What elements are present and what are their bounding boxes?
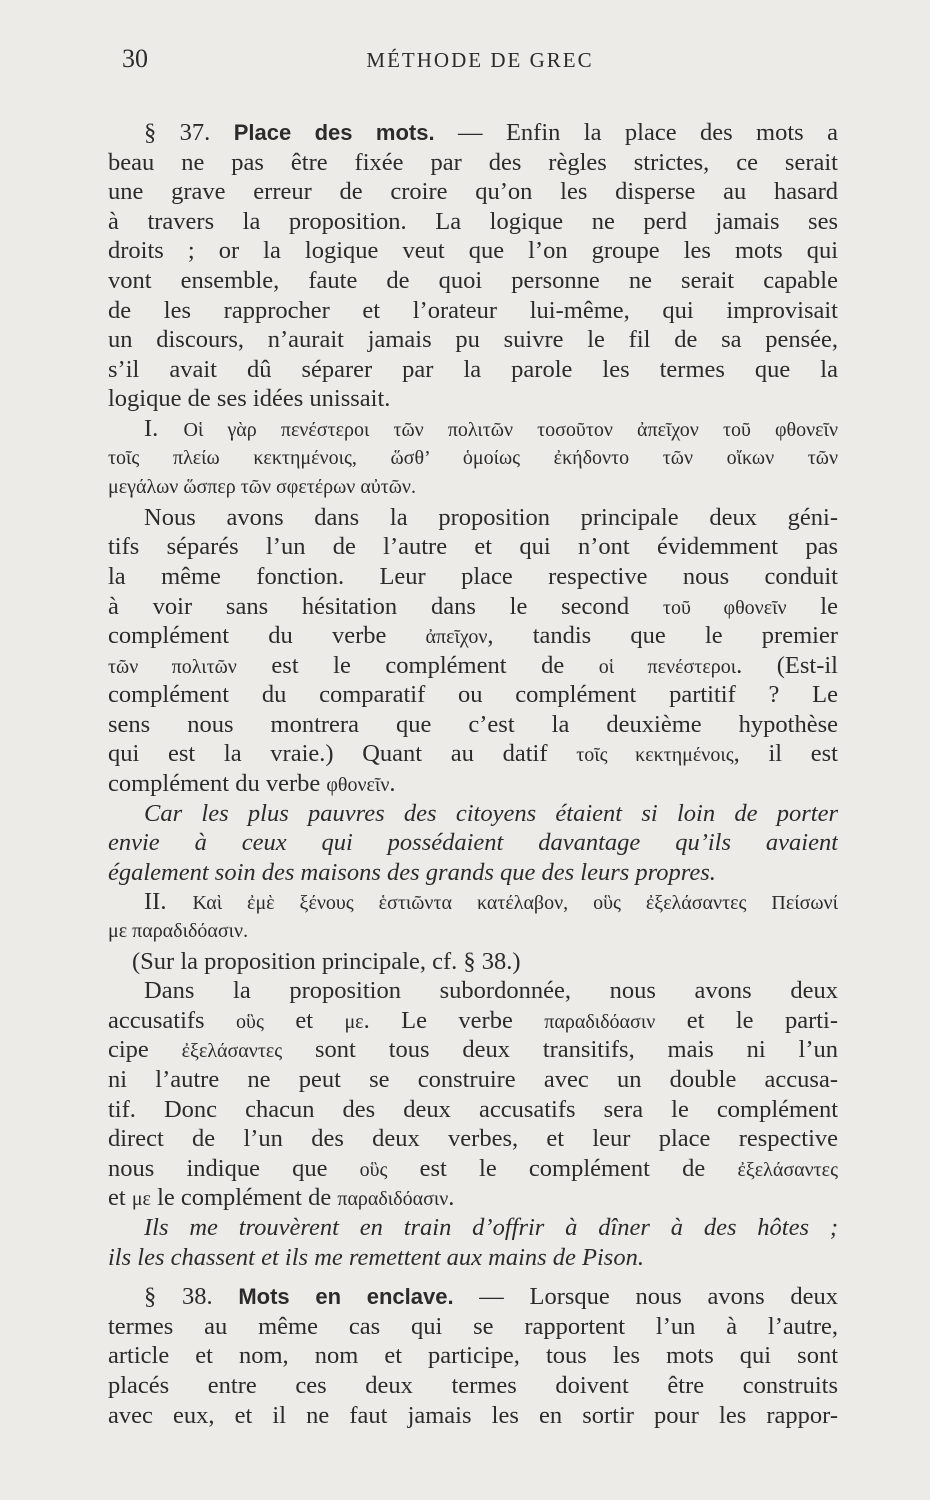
text-span: est le complément de — [387, 1154, 738, 1182]
text-line: (Sur la proposition principale, cf. § 38.) — [132, 947, 521, 975]
text-span: sont tous deux transitifs, mais ni l’un — [282, 1036, 838, 1064]
text-span: et — [108, 1184, 132, 1212]
text-span: . Le verbe — [363, 1006, 545, 1034]
section-title: Place des mots. — [233, 120, 435, 145]
greek-text: παραδιδόασιν — [544, 1010, 656, 1033]
text-line: direct de l’un des deux verbes, et leur place respective — [108, 1125, 838, 1153]
text-span: à voir sans hésitation dans le second — [108, 592, 663, 620]
text-line: termes au même cas qui se rapportent l’un à l’autre, — [108, 1312, 838, 1340]
text-line: s’il avait dû séparer par la parole les termes que la — [108, 355, 838, 383]
greek-example-line: μεγάλων ὥσπερ τῶν σφετέρων αὐτῶν. — [108, 476, 416, 499]
text-span: le complément de — [150, 1184, 338, 1212]
text-line — [108, 1183, 838, 1213]
running-title: MÉTHODE DE GREC — [366, 48, 594, 72]
text-line — [108, 621, 838, 651]
text-line: droits ; or la logique veut que l’on groupe les mots qui — [108, 237, 838, 265]
text-line: beau ne pas être fixée par des règles strictes, ce serait — [108, 148, 838, 176]
text-line — [108, 1006, 838, 1036]
text-span: accusatifs — [108, 1006, 237, 1034]
greek-example-line — [108, 414, 838, 444]
text-line: placés entre ces deux termes doivent être construits — [108, 1371, 838, 1399]
translation-line: Car les plus pauvres des citoyens étaient si loin de porter — [144, 799, 838, 827]
greek-text: τοῦ φθονεῖν — [662, 596, 787, 619]
text-line: avec eux, et il ne faut jamais les en sortir pour les rappor- — [108, 1401, 838, 1429]
section-number: § 38. — [144, 1283, 239, 1311]
text-span: et — [263, 1006, 345, 1034]
translation-line: également soin des maisons des grands que des leurs propres. — [108, 858, 716, 886]
text-line — [108, 592, 838, 622]
text-span: nous indique que — [108, 1154, 360, 1182]
greek-text: ἀπεῖχον — [425, 626, 488, 649]
section-38-heading-line — [108, 1282, 838, 1312]
greek-text: τοῖς κεκτημένοις — [576, 744, 734, 767]
text-line: Nous avons dans la proposition principale deux géni- — [144, 503, 838, 531]
text-line: tifs séparés l’un de l’autre et qui n’ont évidemment pas — [108, 533, 838, 561]
text-line: de les rapprocher et l’orateur lui-même, qui improvisait — [108, 296, 838, 324]
text-span: . (Est-il — [736, 651, 838, 679]
section-gap — [108, 1272, 838, 1282]
greek-text: με — [131, 1188, 151, 1211]
greek-text: ἐξελάσαντες — [181, 1040, 283, 1063]
text-span: cipe — [108, 1036, 182, 1064]
text-span: , il est — [733, 740, 838, 768]
text-span: , tandis que le premier — [487, 622, 838, 650]
greek-text: οἱ πενέστεροι — [598, 655, 737, 678]
text-span: est le complément de — [236, 651, 599, 679]
text-line — [108, 739, 838, 769]
text-line: logique de ses idées unissait. — [108, 385, 391, 413]
page-body — [108, 118, 838, 1430]
greek-text: Οἱ γὰρ πενέστεροι τῶν πολιτῶν τοσοῦτον ἀπεῖχον τοῦ φθονεῖν — [183, 418, 838, 441]
greek-text: φθονεῖν — [326, 774, 390, 797]
example-label: II. — [144, 888, 193, 916]
text-line: ni l’autre ne peut se construire avec un double accusa- — [108, 1066, 838, 1093]
text-span: et le parti- — [655, 1006, 838, 1034]
greek-text: οὓς — [359, 1158, 388, 1181]
greek-example-line: με παραδιδόασιν. — [108, 920, 249, 943]
greek-text: οὓς — [236, 1010, 264, 1033]
text-line — [108, 651, 838, 681]
text-line: la même fonction. Leur place respective nous conduit — [108, 562, 838, 590]
greek-example-line — [108, 887, 838, 917]
text-span: — Lorsque nous avons deux — [453, 1283, 838, 1311]
text-line — [108, 769, 838, 799]
section-number: § 37. — [144, 119, 234, 146]
page-number: 30 — [122, 44, 148, 73]
text-span: le — [786, 592, 838, 620]
translation-line: envie à ceux qui possédaient davantage qu’ils avaient — [108, 829, 838, 857]
greek-text: παραδιδόασιν — [337, 1188, 449, 1211]
text-span: — Enfin la place des mots a — [434, 119, 838, 146]
text-line: à travers la proposition. La logique ne perd jamais ses — [108, 207, 838, 235]
greek-example-line: τοῖς πλείω κεκτημένοις, ὥσθ’ ὁμοίως ἐκήδοντο τῶν οἴκων τῶν — [108, 446, 838, 469]
text-span: qui est la vraie.) Quant au datif — [108, 740, 577, 768]
greek-text: με — [344, 1010, 364, 1033]
page-header — [122, 44, 838, 84]
text-line: Dans la proposition subordonnée, nous avons deux — [144, 977, 838, 1005]
translation-line: Ils me trouvèrent en train d’offrir à dîner à des hôtes ; — [144, 1213, 838, 1241]
text-span: complément du verbe — [108, 770, 327, 798]
text-line: complément du comparatif ou complément partitif ? Le — [108, 681, 838, 709]
text-line: vont ensemble, faute de quoi personne ne serait capable — [108, 266, 838, 294]
greek-text: τῶν πολιτῶν — [108, 655, 237, 678]
greek-text: ἐξελάσαντες — [737, 1158, 838, 1181]
greek-text: Καὶ ἐμὲ ξένους ἑστιῶντα κατέλαβον, οὓς ἐξελάσαντες Πείσωνί — [192, 892, 838, 915]
translation-line: ils les chassent et ils me remettent aux mains de Pison. — [108, 1243, 644, 1271]
text-span: . — [448, 1184, 455, 1212]
text-line: une grave erreur de croire qu’on les disperse au hasard — [108, 178, 838, 206]
text-line: sens nous montrera que c’est la deuxième hypothèse — [108, 710, 838, 738]
text-line: tif. Donc chacun des deux accusatifs sera le complément — [108, 1095, 838, 1123]
text-line — [108, 1154, 838, 1184]
text-line — [108, 1035, 838, 1065]
section-title: Mots en enclave. — [238, 1284, 454, 1310]
example-label: I. — [144, 414, 184, 442]
text-line: un discours, n’aurait jamais pu suivre le fil de sa pensée, — [108, 326, 838, 354]
section-37-heading-line — [108, 118, 838, 148]
text-span: . — [389, 770, 396, 798]
text-line: article et nom, nom et participe, tous les mots qui sont — [108, 1342, 838, 1370]
text-span: complément du verbe — [108, 622, 426, 650]
